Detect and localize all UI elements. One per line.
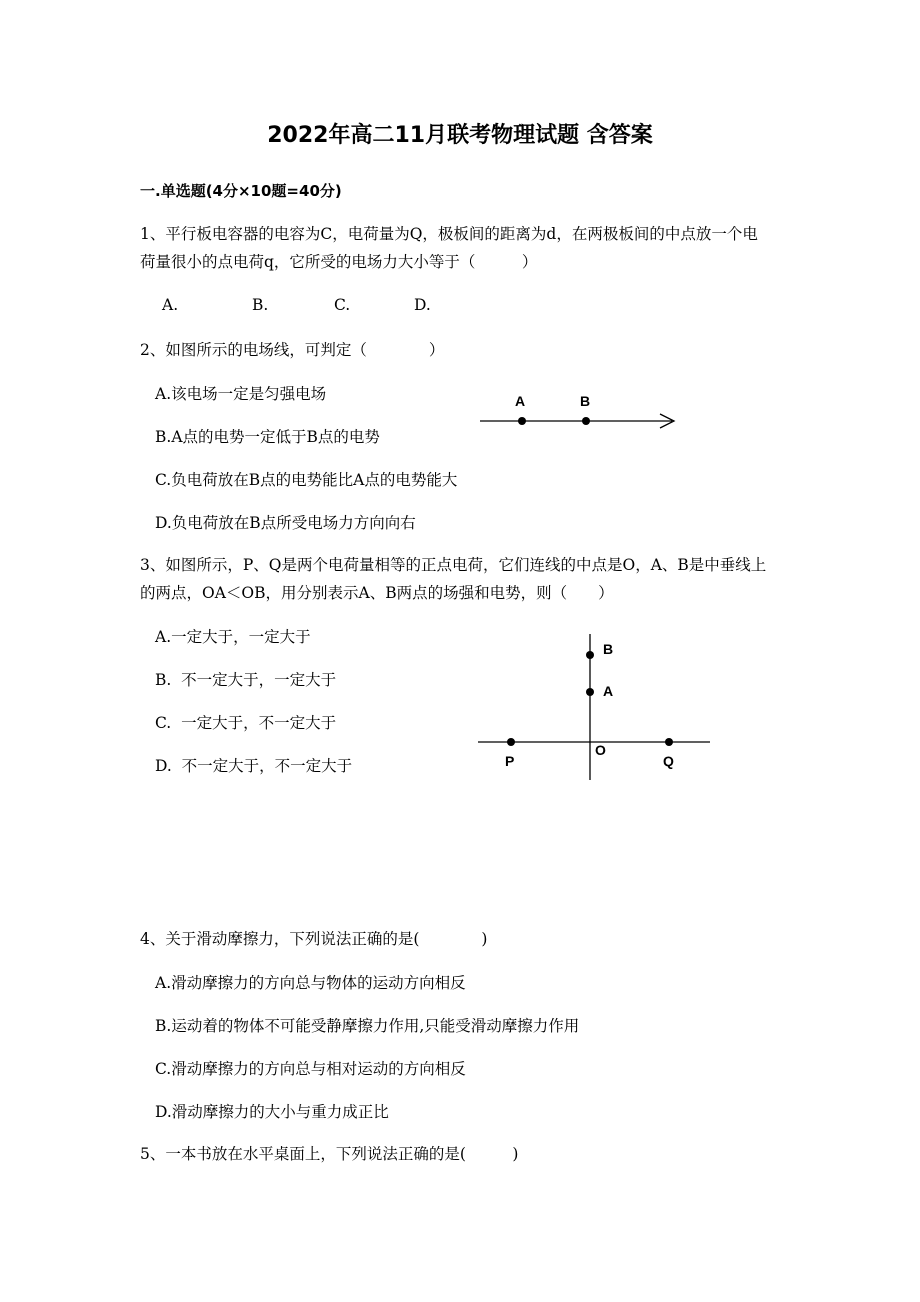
question-3-option-c: C. 一定大于，不一定大于 <box>155 714 337 732</box>
figure-2-label-b: B <box>580 393 591 409</box>
question-2-option-c: C.负电荷放在B点的电势能比A点的电势能大 <box>155 471 458 489</box>
figure-3-label-b: B <box>603 641 614 657</box>
question-1-option-a: A. <box>162 296 179 314</box>
question-2-option-a: A.该电场一定是匀强电场 <box>155 385 327 403</box>
question-2-line-1: 2、如图所示的电场线，可判定（ ） <box>140 341 445 359</box>
question-1-line-2: 荷量很小的点电荷q，它所受的电场力大小等于（ ） <box>140 253 538 271</box>
figure-3-label-a: A <box>603 683 614 699</box>
question-3-option-d: D. 不一定大于，不一定大于 <box>155 757 353 775</box>
question-3-option-b: B. 不一定大于，一定大于 <box>155 671 337 689</box>
question-3-option-a: A.一定大于，一定大于 <box>155 628 311 646</box>
figure-2-label-a: A <box>515 393 526 409</box>
point-a-dot <box>586 688 594 696</box>
charge-p-dot <box>507 738 515 746</box>
question-2-option-d: D.负电荷放在B点所受电场力方向向右 <box>155 514 416 532</box>
question-1-option-b: B. <box>252 296 269 314</box>
charge-q-dot <box>665 738 673 746</box>
question-1-option-d: D. <box>414 296 431 314</box>
question-3-line-2: 的两点，OA＜OB，用分别表示A、B两点的场强和电势，则（ ） <box>140 584 614 602</box>
question-1-line-1: 1、平行板电容器的电容为C，电荷量为Q，极板间的距离为d，在两极板间的中点放一个电 <box>140 225 758 243</box>
question-5-line-1: 5、一本书放在水平桌面上，下列说法正确的是( ) <box>140 1145 519 1163</box>
page-title: 2022年高二11月联考物理试题 含答案 <box>267 123 653 148</box>
question-4-option-b: B.运动着的物体不可能受静摩擦力作用,只能受滑动摩擦力作用 <box>155 1017 580 1035</box>
question-4-option-c: C.滑动摩擦力的方向总与相对运动的方向相反 <box>155 1060 466 1078</box>
figure-3-label-o: O <box>595 742 606 758</box>
question-1-option-c: C. <box>334 296 351 314</box>
question-4-option-a: A.滑动摩擦力的方向总与物体的运动方向相反 <box>155 974 466 992</box>
point-b-dot <box>586 651 594 659</box>
question-4-option-d: D.滑动摩擦力的大小与重力成正比 <box>155 1103 389 1121</box>
figure-3-label-q: Q <box>663 753 674 769</box>
figure-3-label-p: P <box>505 753 515 769</box>
question-3-line-1: 3、如图所示，P、Q是两个电荷量相等的正点电荷，它们连线的中点是O，A、B是中垂线上 <box>140 556 767 574</box>
question-4-line-1: 4、关于滑动摩擦力，下列说法正确的是( ) <box>140 930 488 948</box>
question-2-option-b: B.A点的电势一定低于B点的电势 <box>155 428 380 446</box>
section-heading: 一.单选题(4分×10题=40分) <box>140 182 342 200</box>
